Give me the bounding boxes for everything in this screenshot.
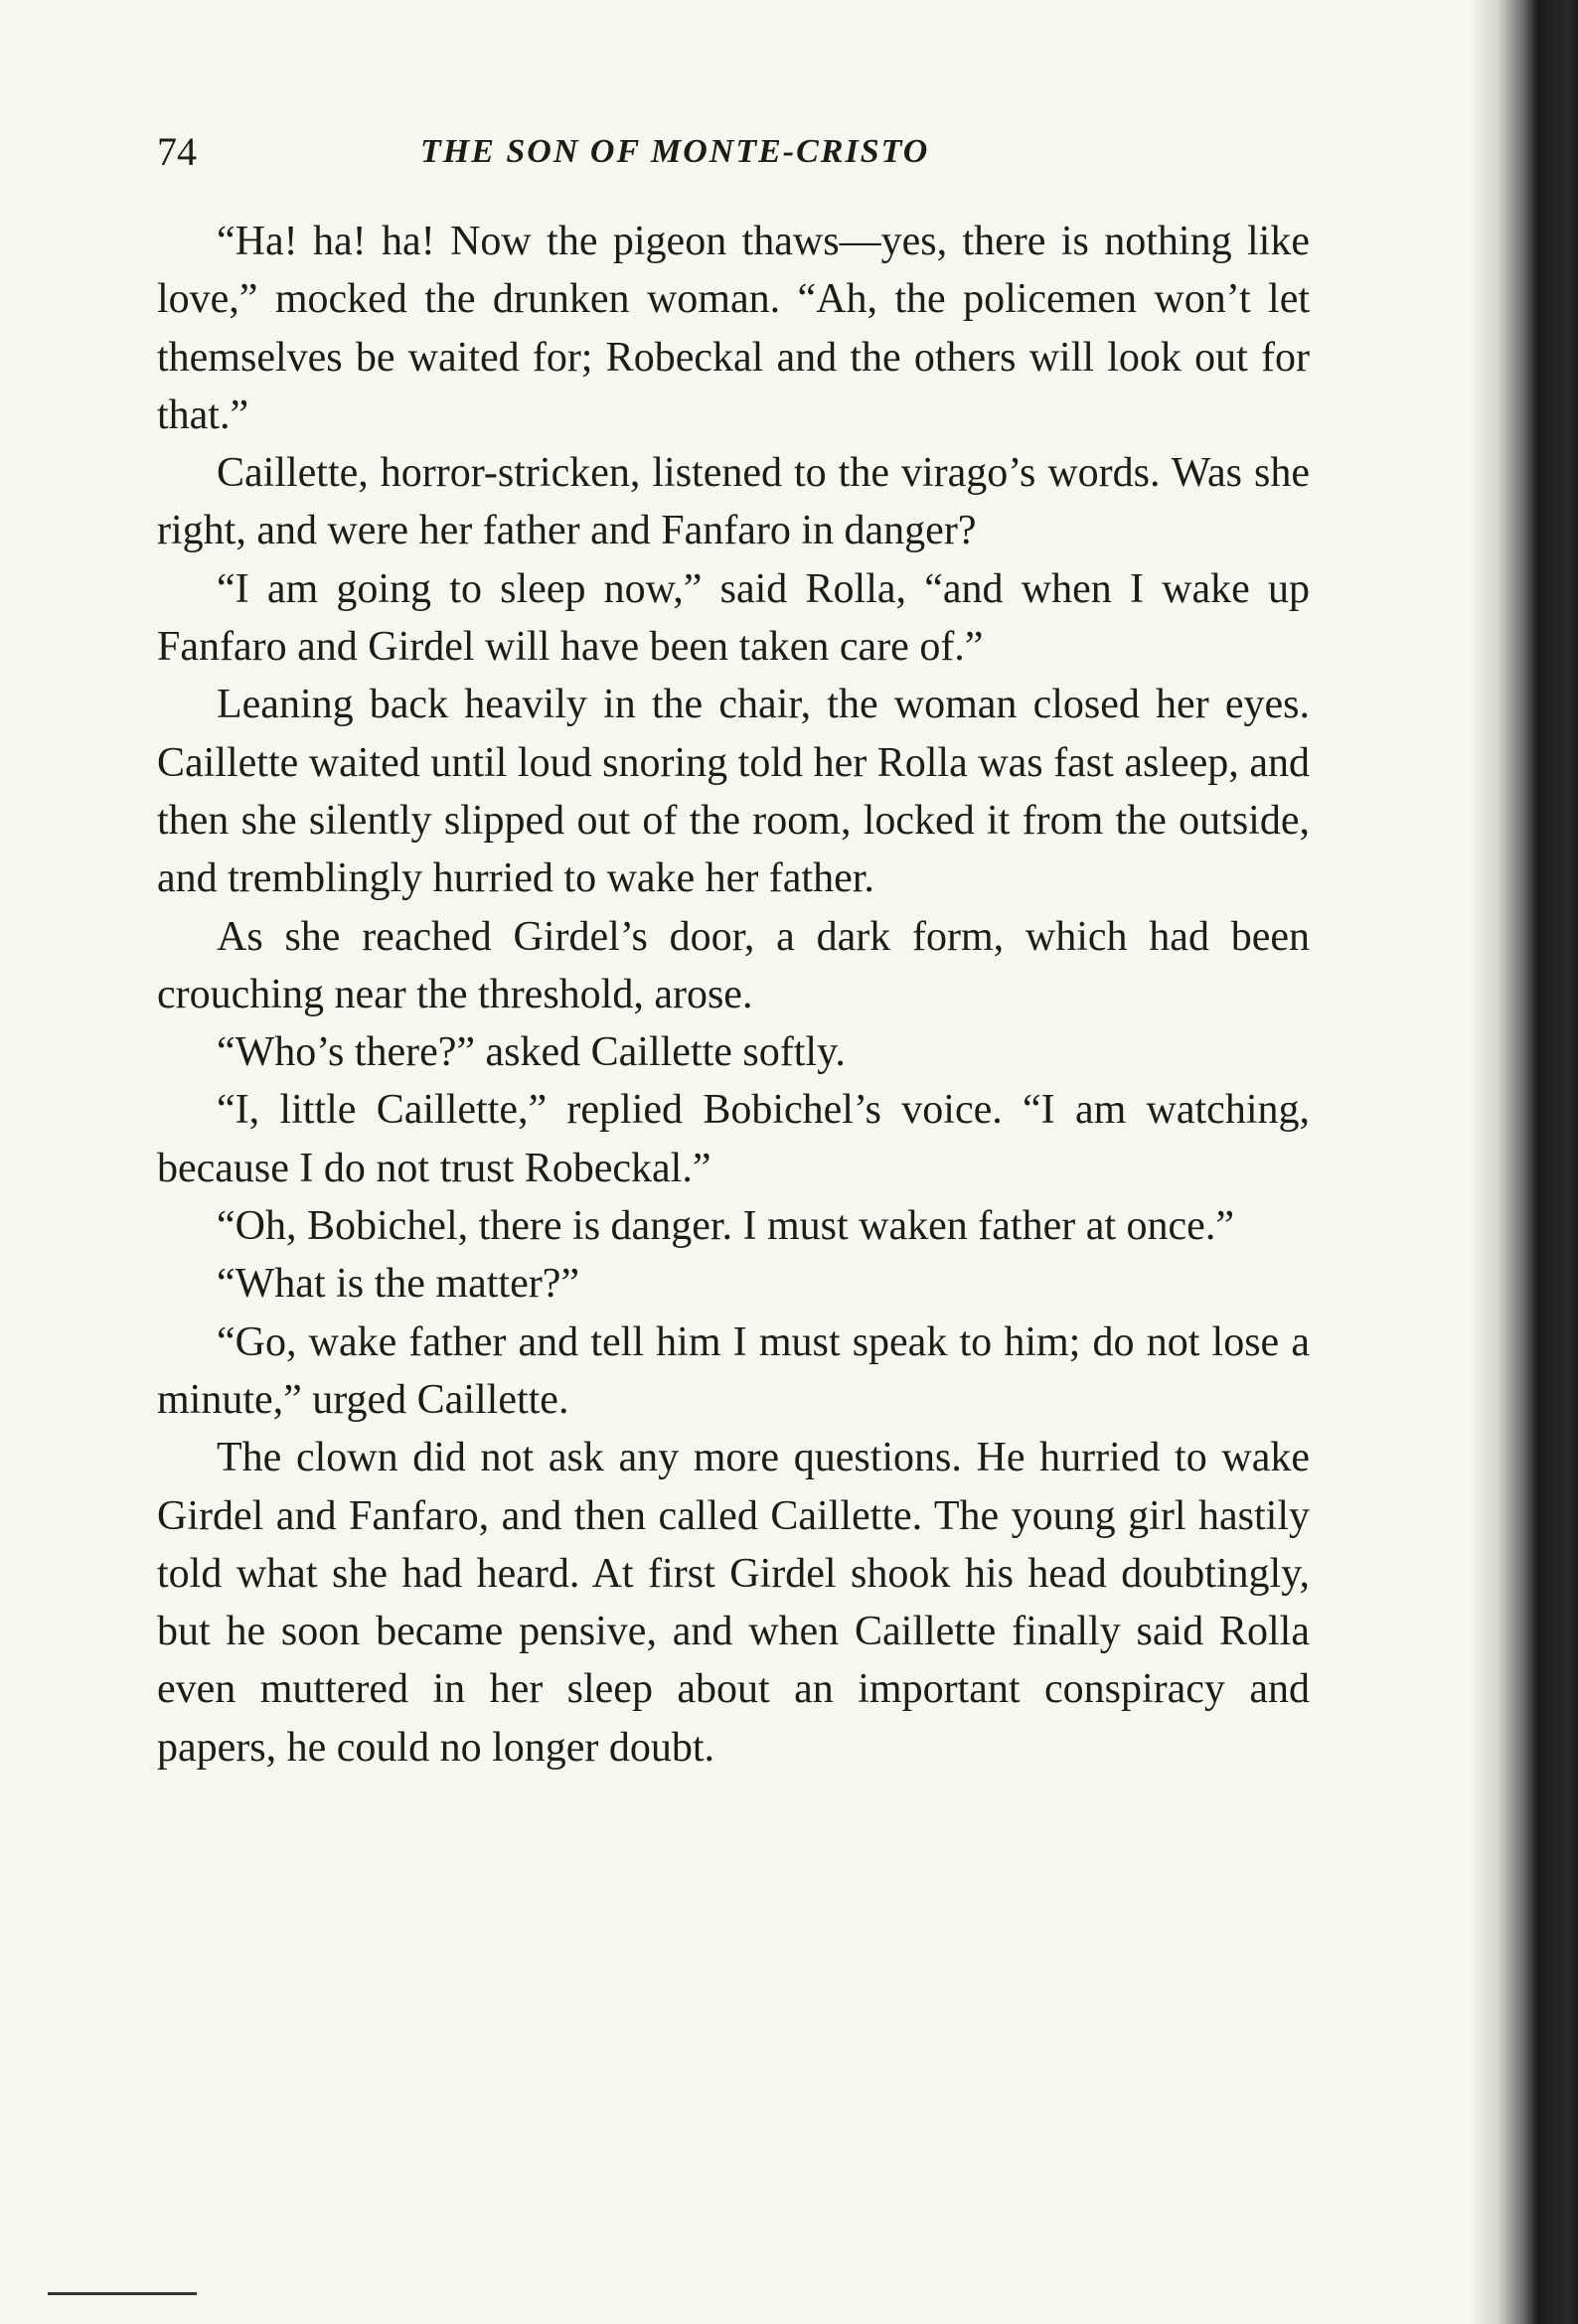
paragraph: “Who’s there?” asked Caillette softly.	[217, 1029, 846, 1076]
paragraph: Caillette, horror-stricken, listened to the virago’s words. Was she right, and were her father and Fanfaro in danger?	[157, 450, 1310, 554]
paragraph: “I am going to sleep now,” said Rolla, “and when I wake up Fanfaro and Girdel will have been taken care of.”	[157, 565, 1310, 671]
page-number: 74	[157, 129, 197, 174]
page-binding-edge	[1469, 0, 1578, 2324]
paragraph: The clown did not ask any more questions. He hurried to wake Girdel and Fanfaro, and then called Caillette. The young girl hastily told what she had heard. At first Girdel shook his head doubtingly, but he soon became pensive, and when Caillette finally said Rolla even muttered in her sleep about an important conspiracy and papers, he could no longer doubt.	[157, 1435, 1310, 1771]
running-title: THE SON OF MONTE-CRISTO	[420, 133, 930, 170]
paragraph: “I, little Caillette,” replied Bobichel’s voice. “I am watching, because I do not trust Robeckal.”	[157, 1087, 1310, 1191]
paragraph: Leaning back heavily in the chair, the woman closed her eyes. Caillette waited until loud snoring told her Rolla was fast asleep, and then she silently slipped out of the room, locked it from the outside, and tremblingly hurried to wake her father.	[157, 682, 1310, 902]
body-text	[157, 213, 1310, 1777]
paragraph: “Ha! ha! ha! Now the pigeon thaws—yes, there is nothing like love,” mocked the drunken woman. “Ah, the policemen won’t let themselves be waited for; Robeckal and the others will look out for that.”	[157, 219, 1310, 438]
bottom-rule	[48, 2292, 197, 2295]
paragraph: “Go, wake father and tell him I must speak to him; do not lose a minute,” urged Caillette.	[157, 1318, 1310, 1423]
paragraph: “Oh, Bobichel, there is danger. I must waken father at once.”	[217, 1203, 1234, 1250]
paragraph: As she reached Girdel’s door, a dark form, which had been crouching near the threshold, arose.	[157, 913, 1310, 1017]
page-header	[157, 127, 1310, 177]
paragraph: “What is the matter?”	[217, 1261, 579, 1308]
